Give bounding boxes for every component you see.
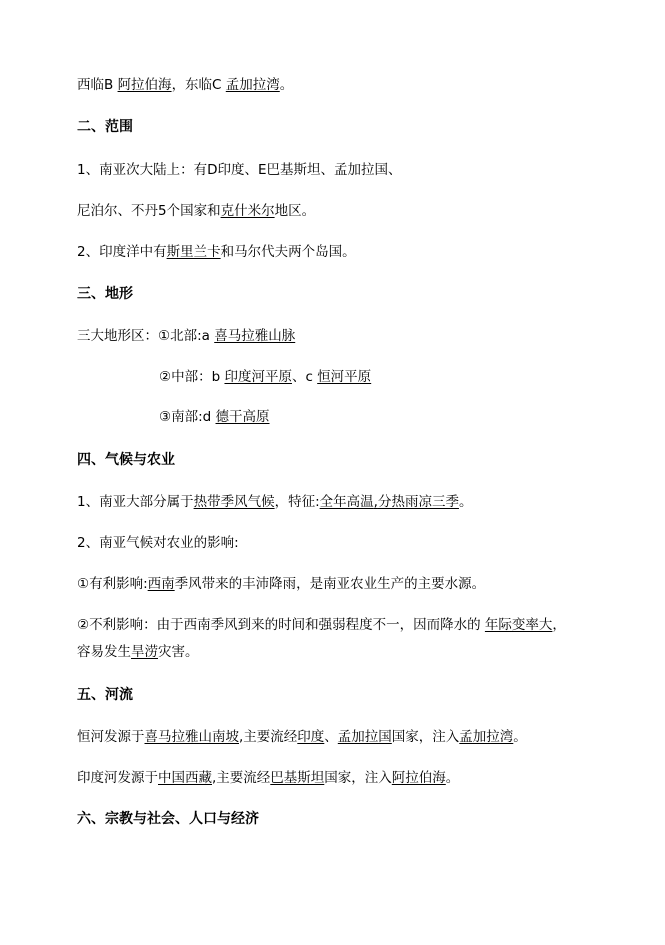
text-run: 2、印度洋中有 [77, 244, 167, 260]
text-run: ,主要流经 [239, 729, 298, 745]
text-run: 。 [445, 770, 460, 786]
text-run: 和马尔代夫两个岛国。 [220, 244, 356, 260]
text-run: 1、南亚大部分属于 [77, 494, 194, 510]
underlined-term: 阿拉伯海 [391, 770, 446, 786]
text-run: 尼泊尔、不丹5个国家和 [77, 203, 221, 219]
text-line [77, 161, 402, 179]
text-run: 。 [279, 77, 294, 93]
underlined-term: 热带季风气候 [193, 494, 275, 510]
underlined-term: 孟加拉国 [337, 729, 392, 745]
underlined-term: 全年高温 [319, 494, 374, 510]
underlined-term: 西南 [147, 576, 175, 592]
text-line [77, 76, 293, 94]
underlined-term: , [373, 494, 378, 510]
underlined-term: 孟加拉湾 [225, 77, 280, 93]
text-run: ①有利影响: [77, 576, 148, 592]
text-run: 、 [324, 729, 338, 745]
text-line [77, 327, 295, 345]
text-run: ，东临C [171, 77, 226, 93]
text-run: ,主要流经 [212, 770, 271, 786]
underlined-term: 喜马拉雅山脉 [214, 328, 296, 344]
underlined-term: 分热雨凉三季 [377, 494, 459, 510]
text-line [77, 243, 356, 261]
text-run: 2、南亚气候对农业的影响: [77, 535, 239, 551]
text-run: 。 [458, 494, 473, 510]
text-run: ②不利影响：由于西南季风到来的时间和强弱程度不一，因而降水的 [77, 617, 485, 633]
section-heading: 六、宗教与社会、人口与经济 [77, 811, 259, 827]
text-run: 灾害。 [158, 644, 199, 660]
underlined-term: 克什米尔 [220, 203, 275, 219]
section-heading: 四、气候与农业 [77, 452, 175, 468]
text-run: ，特征: [274, 494, 320, 510]
text-run: 三大地形区：①北部:a [77, 328, 215, 344]
text-run: 印度河发源于 [77, 770, 158, 786]
underlined-term: 阿拉伯海 [117, 77, 172, 93]
underlined-term: 旱涝 [131, 644, 158, 660]
underlined-term: 巴基斯坦 [270, 770, 325, 786]
underlined-term: 中国西藏 [158, 770, 212, 786]
text-line [77, 534, 239, 552]
section-heading: 五、河流 [77, 687, 133, 703]
underlined-term: 德干高原 [215, 409, 270, 425]
text-run: 地区。 [274, 203, 316, 219]
text-line [77, 493, 472, 511]
underlined-term: 印度 [297, 729, 325, 745]
text-line [159, 368, 371, 386]
underlined-term: 孟加拉湾 [459, 729, 514, 745]
text-line [77, 202, 315, 220]
section-heading: 二、范围 [77, 119, 133, 135]
text-line [77, 728, 527, 746]
text-run: ③南部:d [159, 409, 216, 425]
text-line [77, 769, 459, 787]
text-run: 、c [291, 369, 318, 385]
text-run: 西临B [77, 77, 118, 93]
underlined-term: 斯里兰卡 [166, 244, 221, 260]
text-run: 1、南亚次大陆上：有D印度、E巴基斯坦、孟加拉国、 [77, 162, 402, 178]
text-run: ②中部：b [159, 369, 225, 385]
underlined-term: 年际变率大 [484, 617, 553, 633]
text-run: 季风带来的丰沛降雨，是南亚农业生产的主要水源。 [174, 576, 486, 592]
text-line [159, 408, 270, 426]
section-heading: 三、地形 [77, 286, 133, 302]
text-line [77, 616, 566, 634]
underlined-term: 印度河平原 [224, 369, 292, 385]
text-line [77, 643, 199, 661]
text-run: 。 [513, 729, 527, 745]
underlined-term: 恒河平原 [317, 369, 372, 385]
text-run: 国家，注入 [391, 729, 460, 745]
text-run: 容易发生 [77, 644, 131, 660]
text-line [77, 575, 485, 593]
text-run: ， [552, 617, 566, 633]
underlined-term: 喜马拉雅山南坡 [144, 729, 239, 745]
text-run: 恒河发源于 [77, 729, 145, 745]
text-run: 国家，注入 [324, 770, 392, 786]
